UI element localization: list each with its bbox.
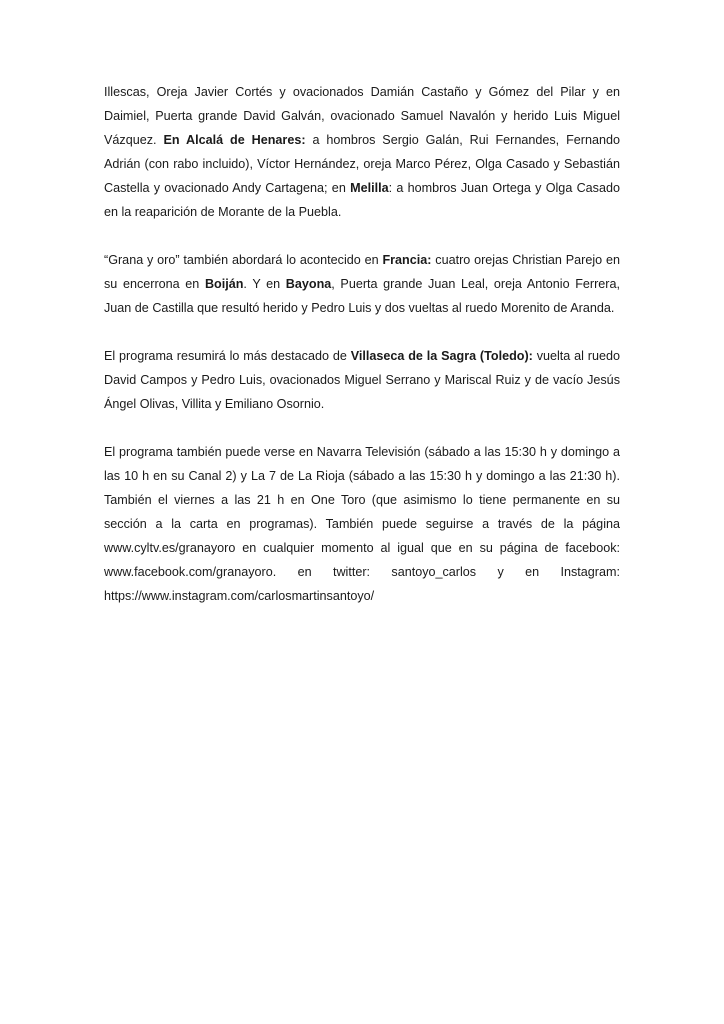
location-villaseca-de-la-sagra: Villaseca de la Sagra (Toledo): — [350, 349, 533, 363]
location-bayona: Bayona — [285, 277, 332, 291]
text-run: Illescas, Oreja Javier Cortés y ovacionados Damián Castaño y Gómez del Pilar y en Daimiel, Puerta grande David Galván, ovacionado Samuel Navalón y herido Luis Miguel Vázquez. — [104, 85, 620, 147]
text-run: cuatro orejas Christian Parejo en su encerrona en — [104, 253, 620, 291]
paragraph-results-villaseca — [104, 344, 620, 416]
location-francia: Francia: — [382, 253, 432, 267]
text-run: El programa también puede verse en Navarra Televisión (sábado a las 15:30 h y domingo a las 10 h en su Canal 2) y La 7 de La Rioja (sábado a las 15:30 h y domingo a las 21:30 h). También el viernes a las 21 h en One Toro (que asimismo lo tiene permanente en su sección a la carta en programas). También puede seguirse a través de la página www.cyltv.es/granayoro en cualquier momento al igual que en su página de facebook: www.facebook.com/granayoro. en twitter: santoyo_carlos y en Instagram: https://www.instagram.com/carlosmartinsantoyo/ — [104, 445, 620, 603]
paragraph-results-francia — [104, 248, 620, 320]
text-run: “Grana y oro” también abordará lo acontecido en — [104, 253, 383, 267]
text-run: El programa resumirá lo más destacado de — [104, 349, 351, 363]
paragraph-broadcast-info — [104, 440, 620, 608]
document-body — [104, 80, 620, 632]
text-run: a hombros Sergio Galán, Rui Fernandes, Fernando Adrián (con rabo incluido), Víctor Hernández, oreja Marco Pérez, Olga Casado y Sebastián Castella y ovacionado Andy Cartagena; en — [104, 133, 620, 195]
location-alcala-de-henares: En Alcalá de Henares: — [163, 133, 306, 147]
text-run: vuelta al ruedo David Campos y Pedro Luis, ovacionados Miguel Serrano y Mariscal Ruiz y de vacío Jesús Ángel Olivas, Villita y Emiliano Osornio. — [104, 349, 620, 411]
paragraph-results-illescas-alcala-melilla — [104, 80, 620, 224]
text-run: , Puerta grande Juan Leal, oreja Antonio Ferrera, Juan de Castilla que resultó herido y Pedro Luis y dos vueltas al ruedo Morenito de Aranda. — [104, 277, 620, 315]
text-run: : a hombros Juan Ortega y Olga Casado en la reaparición de Morante de la Puebla. — [104, 181, 620, 219]
text-run: . Y en — [243, 277, 286, 291]
location-boujan: Boiján — [204, 277, 244, 291]
location-melilla: Melilla — [350, 181, 389, 195]
